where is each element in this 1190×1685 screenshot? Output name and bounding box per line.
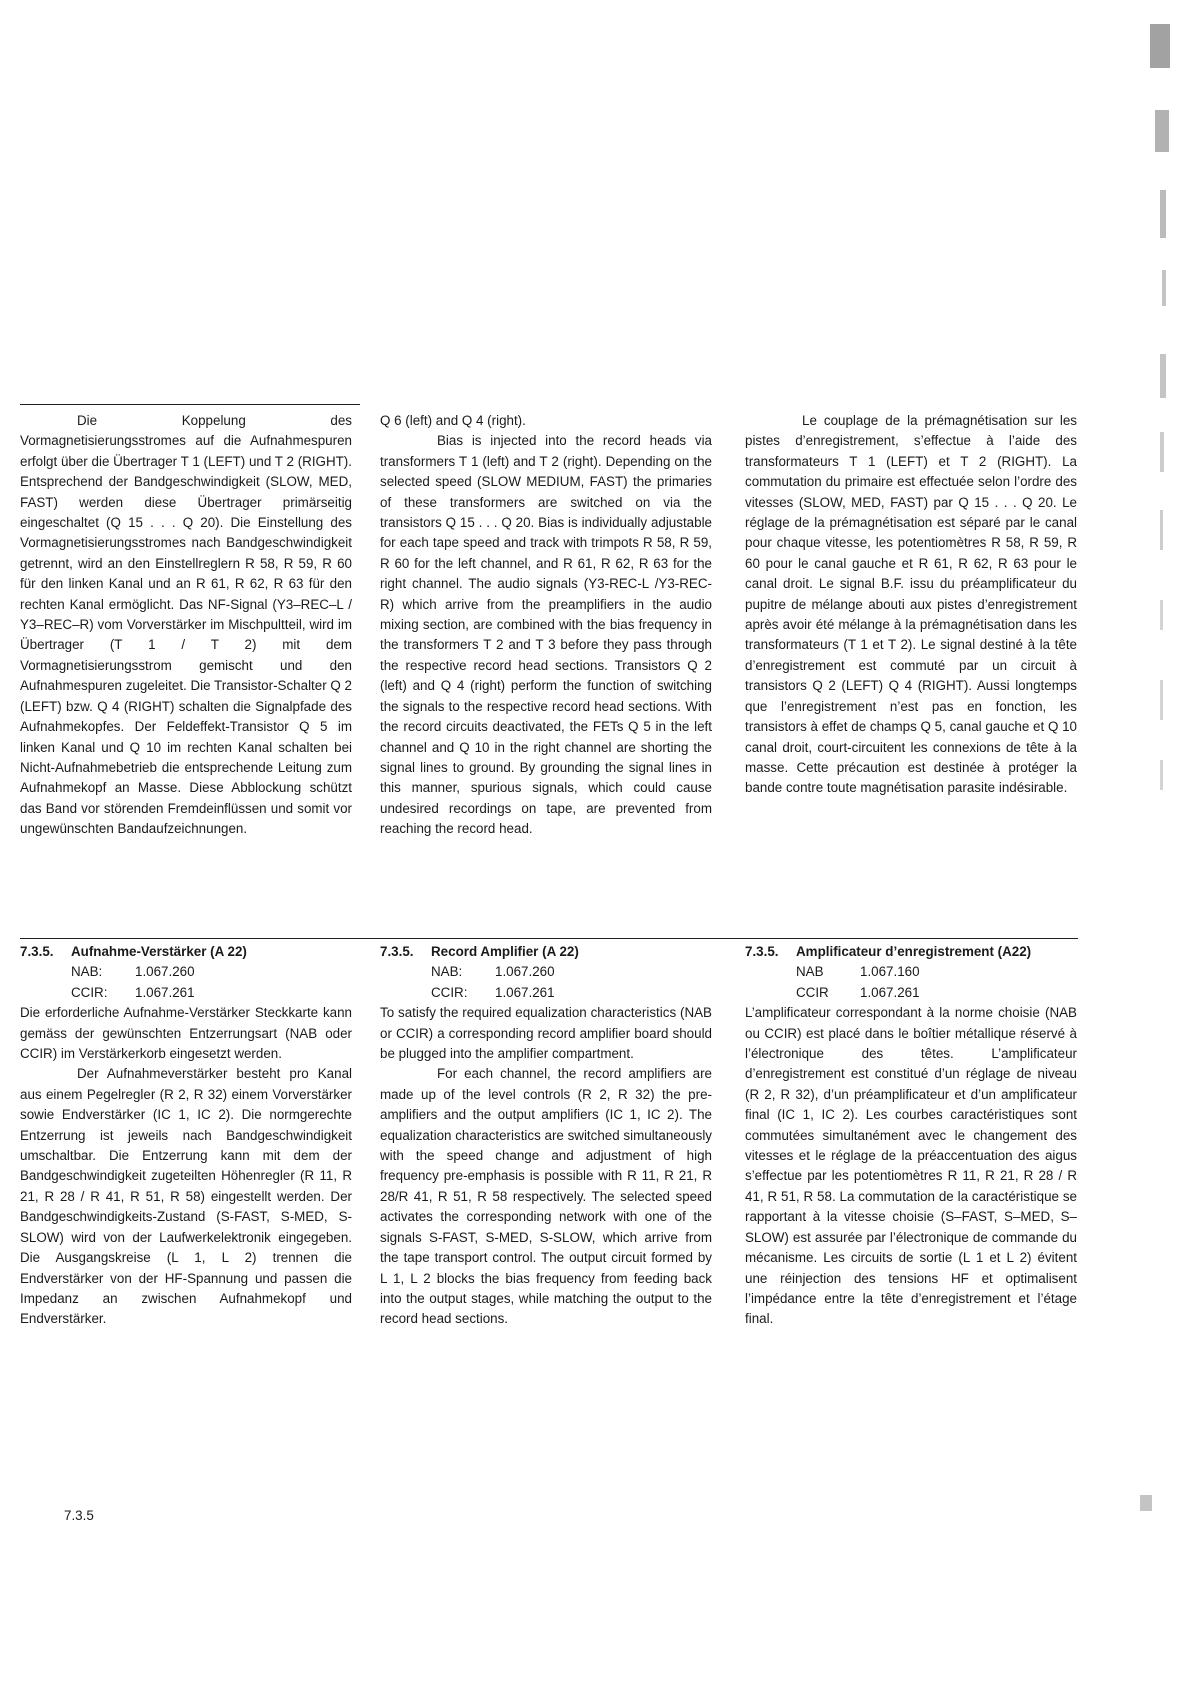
english-paragraph-2: For each channel, the record amplifiers are made up of the level controls (R 2, R 32) the pre-amplifiers and the output amplifiers (IC 1, IC 2). The equalization characteristics are switched simultaneously with the speed change and adjustment of high frequency pre-emphasis is possible with R 11, R 21, R 28/R 41, R 51, R 58 respectively. The selected speed activates the corresponding network with one of the signals S-FAST, S-MED, S-SLOW, which arrive from the tape transport control. The output circuit formed by L 1, L 2 blocks the bias frequency from feeding back into the output stages, while matching the output to the record head sections. <box>380 1066 712 1327</box>
scan-artifact <box>1160 600 1163 630</box>
upper-english-column <box>380 411 712 840</box>
section-title: Record Amplifier (A 22) <box>431 944 579 959</box>
part-number-ccir: CCIR 1.067.261 <box>796 984 920 1000</box>
german-column <box>20 942 352 1330</box>
upper-french-column <box>745 411 1077 799</box>
part-number-ccir: CCIR: 1.067.261 <box>71 984 195 1000</box>
section-heading-fr <box>745 942 1077 962</box>
part-number-ccir: CCIR: 1.067.261 <box>431 984 555 1000</box>
upper-german-paragraph: Die Koppelung des Vormagnetisierungsstromes auf die Aufnahmespuren erfolgt über die Übertrager T 1 (LEFT) und T 2 (RIGHT). Entsprechend der Bandgeschwindigkeit (SLOW, MED, FAST) werden diese Übertrager primärseitig eingeschaltet (Q 15 . . . Q 20). Die Einstellung des Vormagnetisierungsstromes nach Bandgeschwindigkeit getrennt, wird an den Einstellreglern R 58, R 59, R 60 für den linken Kanal und an R 61, R 62, R 63 für den rechten Kanal ermöglicht. Das NF-Signal (Y3–REC–L / Y3–REC–R) vom Vorverstärker im Mischpultteil, wird im Übertrager (T 1 / T 2) mit dem Vormagnetisierungsstrom gemischt und den Aufnahmespuren zugeleitet. Die Transistor-Schalter Q 2 (LEFT) bzw. Q 4 (RIGHT) schalten die Signalpfade des Aufnahmekopfes. Der Feldeffekt-Transistor Q 5 im linken Kanal und Q 10 im rechten Kanal schalten bei Nicht-Aufnahmebetrieb die entsprechende Leitung zum Aufnahmekopf an Masse. Diese Abblockung schützt das Band vor störenden Fremdeinflüssen und somit vor ungewünschten Bandaufzeichnungen. <box>20 413 352 837</box>
section-title: Aufnahme-Verstärker (A 22) <box>71 944 247 959</box>
section-number: 7.3.5. <box>20 944 54 959</box>
english-paragraph-1: To satisfy the required equalization characteristics (NAB or CCIR) a corresponding record amplifier board should be plugged into the amplifier compartment. <box>380 1005 712 1062</box>
scan-artifact <box>1140 1495 1152 1511</box>
section-heading-en <box>380 942 712 962</box>
scan-artifact <box>1160 680 1163 720</box>
scan-artifact <box>1155 110 1169 152</box>
scan-artifact <box>1150 24 1170 68</box>
section-number: 7.3.5. <box>745 944 779 959</box>
section-divider-rule <box>20 938 1078 939</box>
upper-french-paragraph: Le couplage de la prémagnétisation sur les pistes d’enregistrement, s’effectue à l’aide des transformateurs T 1 (LEFT) et T 2 (RIGHT). La commutation du primaire est effectuée selon l’ordre des vitesses (SLOW, MED, FAST) par Q 15 . . . Q 20. Le réglage de la prémagnétisation est séparé par le canal pour chaque vitesse, les potentiomètres R 58, R 59, R 60 pour le canal gauche et R 61, R 62, R 63 pour le canal droit. Le signal B.F. issu du préamplificateur du pupitre de mélange abouti aux pistes d’enregistrement après avoir été mélange à la prémagnétisation dans les transformateurs (T 1 et T 2). Le signal destiné à la tête d’enregistrement est commuté par un circuit à transistors Q 2 (LEFT) Q 4 (RIGHT). Aussi longtemps que l’enregistrement n’est pas en fonction, les transistors à effet de champs Q 5, canal gauche et Q 10 canal droit, court-circuitent les connexions de tête à la masse. Cette précaution est destinée à protéger la bande contre toute magnétisation parasite indésirable. <box>745 413 1077 796</box>
scan-artifact <box>1160 190 1166 238</box>
german-paragraph-2: Der Aufnahmeverstärker besteht pro Kanal aus einem Pegelregler (R 2, R 32) einem Vorverstärker sowie Endverstärker (IC 1, IC 2). Die normgerechte Entzerrung ist jeweils nach Bandgeschwindigkeit umschaltbar. Die Entzerrung kann mit dem der Bandgeschwindigkeit zugeteilten Höhenregler (R 11, R 21, R 28 / R 41, R 51, R 58) eingestellt werden. Der Bandgeschwindigkeits-Zustand (S-FAST, S-MED, S-SLOW) wird von der Laufwerkelektronik eingegeben. Die Ausgangskreise (L 1, L 2) trennen die Endverstärker von der HF-Spannung und passen die Impedanz an zwischen Aufnahmekopf und Endverstärker. <box>20 1066 352 1327</box>
upper-english-paragraph-2: Bias is injected into the record heads via transformers T 1 (left) and T 2 (right). Depending on the selected speed (SLOW MEDIUM, FAST) the primaries of these transformers are switched on via the transistors Q 15 . . . Q 20. Bias is individually adjustable for each tape speed and track with trimpots R 58, R 59, R 60 for the left channel, and R 61, R 62, R 63 for the right channel. The audio signals (Y3-REC-L /Y3-REC-R) which arrive from the preamplifiers in the audio mixing section, are combined with the bias frequency in the transformers T 2 and T 3 before they pass through the respective record head sections. Transistors Q 2 (left) and Q 4 (right) perform the function of switching the signals to the respective record head sections. With the record circuits deactivated, the FETs Q 5 in the left channel and Q 10 in the right channel are shorting the signal lines to ground. By grounding the signal lines in this manner, spurious signals, which could cause undesired recordings on tape, are prevented from reaching the record head. <box>380 433 712 837</box>
scan-artifact <box>1160 354 1166 398</box>
section-title: Amplificateur d’enregistrement (A22) <box>796 944 1032 959</box>
german-paragraph-1: Die erforderliche Aufnahme-Verstärker Steckkarte kann gemäss der gewünschten Entzerrungsart (NAB oder CCIR) im Verstärkerkorb eingesetzt werden. <box>20 1005 352 1062</box>
upper-german-column <box>20 411 352 840</box>
scan-artifact <box>1162 270 1166 306</box>
section-number: 7.3.5. <box>380 944 414 959</box>
upper-english-paragraph-1: Q 6 (left) and Q 4 (right). <box>380 413 526 428</box>
page-number: 7.3.5 <box>64 1508 94 1523</box>
french-column <box>745 942 1077 1330</box>
scan-artifact <box>1160 510 1163 550</box>
part-number-nab: NAB: 1.067.260 <box>71 964 195 980</box>
section-heading-de <box>20 942 352 962</box>
part-number-nab: NAB: 1.067.260 <box>431 964 555 980</box>
upper-section-rule <box>20 404 360 405</box>
french-paragraph-1: L’amplificateur correspondant à la norme choisie (NAB ou CCIR) est placé dans le boîtier métallique réservé à l’électronique des têtes. L’amplificateur d’enregistrement est constitué d’un réglage de niveau (R 2, R 32), d’un préamplificateur et d’un amplificateur final (IC 1, IC 2). Les courbes caractéristiques sont commutées simultanément avec le changement des vitesses et le réglage de la préaccentuation des aigus s’effectue par les potentiomètres R 11, R 21, R 28 / R 41, R 51, R 58. La commutation de la caractéristique se rapportant à la vitesse choisie (S–FAST, S–MED, S–SLOW) est assurée par l’électronique de commande du mécanisme. Les circuits de sortie (L 1 et L 2) évitent une réinjection des tensions HF et optimalisent l’impédance entre la tête d’enregistrement et l’étage final. <box>745 1005 1077 1327</box>
scan-artifact <box>1160 432 1164 472</box>
part-number-nab: NAB 1.067.160 <box>796 964 920 980</box>
scan-artifact <box>1160 760 1163 790</box>
english-column <box>380 942 712 1330</box>
